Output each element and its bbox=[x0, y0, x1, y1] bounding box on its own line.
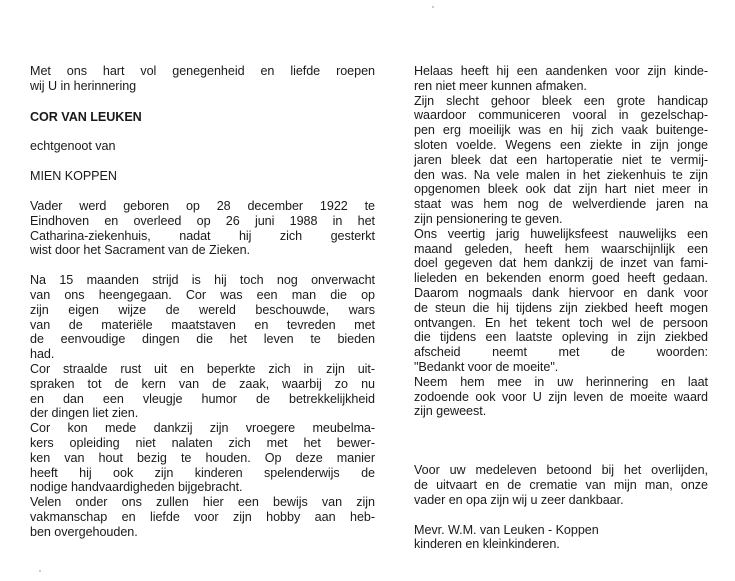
text-line: jaren bleek dat een hartoperatie niet te vermij- bbox=[414, 152, 708, 167]
text-line: opgenomen bleek ook dat zijn hart niet meer in bbox=[414, 182, 708, 197]
text-line: lieleden en bekenden enorm goed heeft gedaan. bbox=[414, 271, 708, 286]
signature-line: kinderen en kleinkinderen. bbox=[414, 537, 560, 552]
text-line: Vader werd geboren op 28 december 1922 te bbox=[30, 198, 375, 213]
text-line: Voor uw medeleven betoond bij het overlijden, bbox=[414, 463, 708, 478]
text-line: sloten voelde. Wegens een ziekte in zijn jonge bbox=[414, 137, 708, 152]
text-line: Cor straalde rust uit en beperkte zich in zijn uit- bbox=[30, 361, 375, 376]
text-line: zijn eigen wijze de wereld beschouwde, wars bbox=[30, 302, 375, 317]
text-line: ren niet meer kunnen afmaken. bbox=[414, 78, 587, 93]
text-line: staat was hem nog de welverdiende jaren na bbox=[414, 197, 708, 212]
text-line: Eindhoven en overleed op 26 juni 1988 in het bbox=[30, 213, 375, 228]
text-line: afscheid neemt met de woorden: bbox=[414, 345, 708, 360]
text-line: Ons veertig jarig huwelijksfeest nauwelijks een bbox=[414, 226, 708, 241]
thanks-paragraph bbox=[414, 463, 708, 507]
text-line: maand geleden, heeft hem waarschijnlijk een bbox=[414, 241, 708, 256]
text-line: Velen onder ons zullen hier een bewijs van zijn bbox=[30, 495, 375, 510]
speck-mark bbox=[432, 6, 434, 8]
text-line: Helaas heeft hij een aandenken voor zijn kinde- bbox=[414, 64, 708, 78]
left-column bbox=[30, 64, 375, 540]
text-line: Daarom nogmaals dank hiervoor en dank voor bbox=[414, 285, 708, 300]
text-line: zijn pensionering te geven. bbox=[414, 211, 563, 226]
signature-block bbox=[414, 523, 708, 553]
closing-paragraph bbox=[414, 64, 708, 419]
text-line: de uitvaart en de crematie van mijn man, onze bbox=[414, 477, 708, 492]
text-line: doel gegeven dat hem dankzij de inzet van fami- bbox=[414, 256, 708, 271]
text-line: ben overgehouden. bbox=[30, 524, 138, 539]
text-line: kers opleiding niet nalaten zich met het bewer- bbox=[30, 435, 375, 450]
text-line: zijn geweest. bbox=[414, 404, 487, 419]
text-line: wist door het Sacrament van de Zieken. bbox=[30, 243, 251, 258]
text-line: waardoor communiceren vooral in gezelschap- bbox=[414, 108, 708, 123]
text-line: van de materiële maatstaven en tevreden met bbox=[30, 317, 375, 332]
text-line: van ons heengegaan. Cor was een man die op bbox=[30, 287, 375, 302]
biography-paragraph-2 bbox=[30, 273, 375, 539]
text-line: zodoende ook voor U zijn leven de moeite waard bbox=[414, 389, 708, 404]
text-line: had. bbox=[30, 347, 55, 362]
text-line: Neem hem mee in uw herinnering en laat bbox=[414, 374, 708, 389]
text-line: de steun die hij tijdens zijn ziekbed heeft mogen bbox=[414, 300, 708, 315]
text-line: "Bedankt voor de moeite". bbox=[414, 359, 559, 374]
text-line: heeft hij ook zijn kinderen spelenderwijs de bbox=[30, 465, 375, 480]
signature-line: Mevr. W.M. van Leuken - Koppen bbox=[414, 522, 599, 537]
spouse-name: MIEN KOPPEN bbox=[30, 169, 117, 184]
text-line: die tijdens een laatste opleving in zijn ziekbed bbox=[414, 330, 708, 345]
right-column bbox=[414, 64, 708, 552]
text-line: den was. Na vele malen in het ziekenhuis te zijn bbox=[414, 167, 708, 182]
text-line: Na 15 maanden strijd is hij toch nog onverwacht bbox=[30, 273, 375, 288]
speck-mark bbox=[39, 570, 41, 572]
intro-text bbox=[30, 64, 375, 94]
spouse-label: echtgenoot van bbox=[30, 139, 116, 154]
text-line: Cor kon mede dankzij zijn vroegere meubelma- bbox=[30, 421, 375, 436]
deceased-name: COR VAN LEUKEN bbox=[30, 109, 142, 124]
text-line: ken van hout bezig te houden. Op deze manier bbox=[30, 450, 375, 465]
text-line: vader en opa zijn wij u zeer dankbaar. bbox=[414, 492, 624, 507]
text-line: wij U in herinnering bbox=[30, 78, 137, 93]
text-line: Zijn slecht gehoor bleek een grote handicap bbox=[414, 93, 708, 108]
text-line: spraken tot de kern van de zaak, waarbij zo nu bbox=[30, 376, 375, 391]
text-line: de eenvoudige dingen die het leven te bieden bbox=[30, 332, 375, 347]
text-line: der dingen liet zien. bbox=[30, 406, 139, 421]
text-line: Met ons hart vol genegenheid en liefde roepen bbox=[30, 64, 375, 78]
text-line: en dan een vleugje humor de betrekkelijkheid bbox=[30, 391, 375, 406]
text-line: vakmanschap en liefde voor zijn hobby aan heb- bbox=[30, 509, 375, 524]
text-line: pen erg moeilijk was en hij zich vaak buitenge- bbox=[414, 123, 708, 138]
text-line: nodige handvaardigheden bijgebracht. bbox=[30, 480, 243, 495]
text-line: ontvangen. En het tekent toch wel de persoon bbox=[414, 315, 708, 330]
text-line: Catharina-ziekenhuis, nadat hij zich gesterkt bbox=[30, 228, 375, 243]
biography-paragraph-1 bbox=[30, 199, 375, 258]
